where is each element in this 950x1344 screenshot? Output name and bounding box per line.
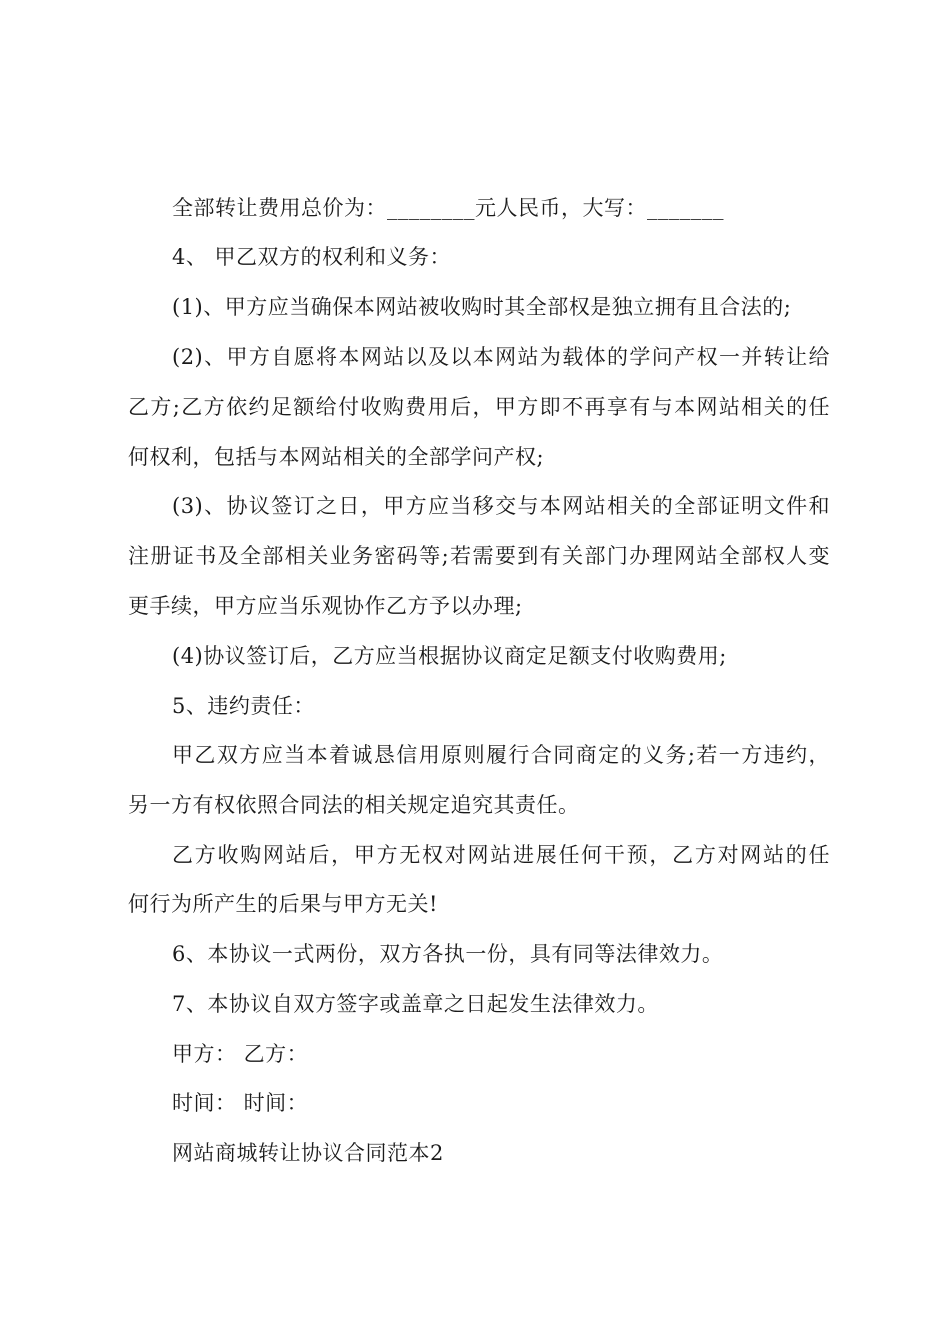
section-5-heading: 5、违约责任： <box>172 694 315 718</box>
section-6-line: 6、本协议一式两份，双方各执一份，具有同等法律效力。 <box>172 942 724 966</box>
clause-2-line-3: 何权利，包括与本网站相关的全部学问产权; <box>128 445 545 469</box>
clause-3-line-1: (3)、协议签订之日，甲方应当移交与本网站相关的全部证明文件和 <box>172 494 830 518</box>
clause-3-line-3: 更手续，甲方应当乐观协作乙方予以办理; <box>128 594 523 618</box>
signature-parties-line: 甲方： 乙方： <box>172 1042 309 1066</box>
breach-line-1: 甲乙双方应当本着诚恳信用原则履行合同商定的义务;若一方违约， <box>172 743 830 767</box>
signature-date-line: 时间： 时间： <box>172 1091 309 1115</box>
post-acquisition-line-1: 乙方收购网站后，甲方无权对网站进展任何干预，乙方对网站的任 <box>172 843 830 867</box>
clause-3-line-2: 注册证书及全部相关业务密码等;若需要到有关部门办理网站全部权人变 <box>128 544 830 568</box>
clause-2-line-2: 乙方;乙方依约足额给付收购费用后，甲方即不再享有与本网站相关的任 <box>128 395 830 419</box>
breach-line-2: 另一方有权依照合同法的相关规定追究其责任。 <box>128 793 580 817</box>
section-4-heading: 4、 甲乙双方的权利和义务： <box>172 245 452 269</box>
clause-1-line: (1)、甲方应当确保本网站被收购时其全部权是独立拥有且合法的; <box>172 295 792 319</box>
total-price-line: 全部转让费用总价为：________元人民币，大写：_______ <box>172 196 724 220</box>
next-template-title: 网站商城转让协议合同范本2 <box>172 1141 444 1165</box>
post-acquisition-line-2: 何行为所产生的后果与甲方无关! <box>128 892 438 916</box>
clause-4-line: (4)协议签订后，乙方应当根据协议商定足额支付收购费用; <box>172 644 727 668</box>
section-7-line: 7、本协议自双方签字或盖章之日起发生法律效力。 <box>172 992 659 1016</box>
clause-2-line-1: (2)、甲方自愿将本网站以及以本网站为载体的学问产权一并转让给 <box>172 345 830 369</box>
